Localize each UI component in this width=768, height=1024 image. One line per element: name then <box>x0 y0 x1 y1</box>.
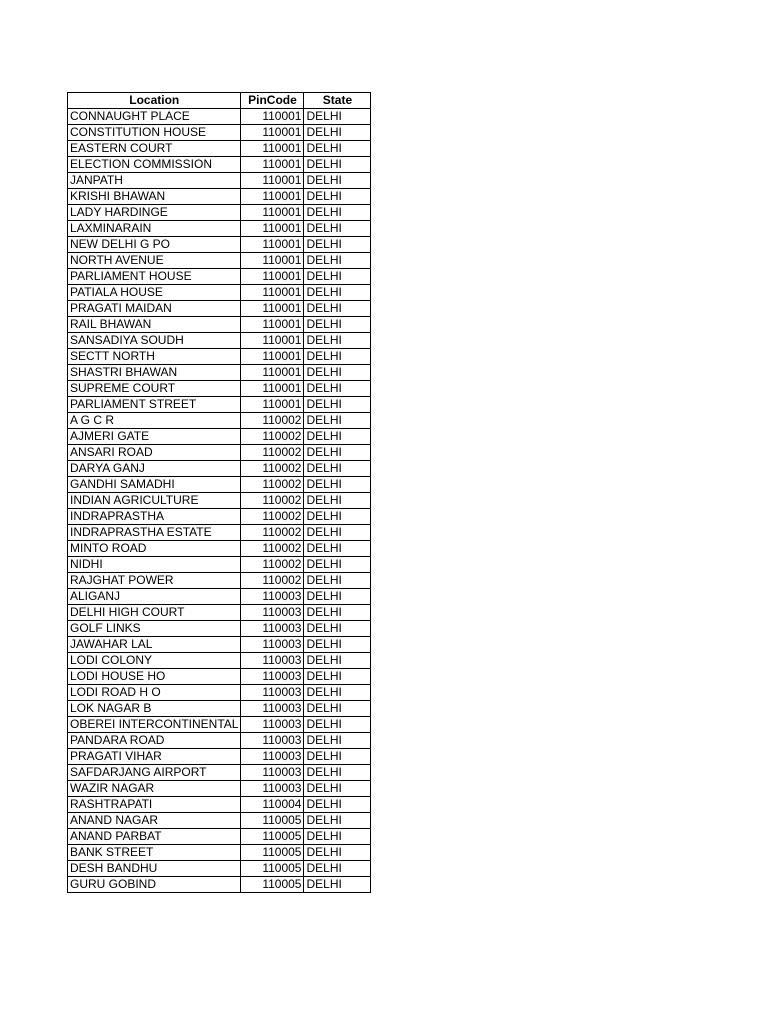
table-row <box>68 445 371 461</box>
table-row <box>68 429 371 445</box>
state-cell: DELHI <box>304 109 371 125</box>
table-row <box>68 349 371 365</box>
location-cell: LODI COLONY <box>68 653 241 669</box>
state-cell: DELHI <box>304 685 371 701</box>
pincode-cell: 110001 <box>241 157 304 173</box>
pincode-cell: 110003 <box>241 685 304 701</box>
table-row <box>68 173 371 189</box>
location-cell: GURU GOBIND <box>68 877 241 893</box>
state-cell: DELHI <box>304 877 371 893</box>
table-row <box>68 877 371 893</box>
table-row <box>68 717 371 733</box>
table-row <box>68 317 371 333</box>
pincode-cell: 110001 <box>241 141 304 157</box>
pincode-cell: 110002 <box>241 429 304 445</box>
pincode-cell: 110001 <box>241 221 304 237</box>
pincode-cell: 110001 <box>241 173 304 189</box>
location-cell: DELHI HIGH COURT <box>68 605 241 621</box>
location-cell: INDIAN AGRICULTURE <box>68 493 241 509</box>
table-row <box>68 493 371 509</box>
location-cell: OBEREI INTERCONTINENTAL <box>68 717 241 733</box>
state-cell: DELHI <box>304 477 371 493</box>
pincode-cell: 110005 <box>241 813 304 829</box>
table-row <box>68 733 371 749</box>
pincode-cell: 110005 <box>241 829 304 845</box>
state-cell: DELHI <box>304 285 371 301</box>
state-cell: DELHI <box>304 829 371 845</box>
location-cell: RAIL BHAWAN <box>68 317 241 333</box>
state-cell: DELHI <box>304 557 371 573</box>
location-cell: LODI ROAD H O <box>68 685 241 701</box>
table-row <box>68 813 371 829</box>
table-row <box>68 861 371 877</box>
table-row <box>68 749 371 765</box>
state-cell: DELHI <box>304 797 371 813</box>
pincode-cell: 110003 <box>241 765 304 781</box>
location-cell: RASHTRAPATI <box>68 797 241 813</box>
pincode-cell: 110003 <box>241 781 304 797</box>
pincode-cell: 110002 <box>241 413 304 429</box>
location-cell: PRAGATI MAIDAN <box>68 301 241 317</box>
state-cell: DELHI <box>304 493 371 509</box>
table-row <box>68 237 371 253</box>
state-cell: DELHI <box>304 333 371 349</box>
header-row <box>68 93 371 109</box>
state-cell: DELHI <box>304 701 371 717</box>
table-row <box>68 253 371 269</box>
pincode-cell: 110002 <box>241 445 304 461</box>
table-row <box>68 637 371 653</box>
location-cell: ANAND NAGAR <box>68 813 241 829</box>
pincode-cell: 110001 <box>241 237 304 253</box>
location-cell: GANDHI SAMADHI <box>68 477 241 493</box>
location-cell: SANSADIYA SOUDH <box>68 333 241 349</box>
location-cell: MINTO ROAD <box>68 541 241 557</box>
location-cell: KRISHI BHAWAN <box>68 189 241 205</box>
table-row <box>68 573 371 589</box>
state-cell: DELHI <box>304 365 371 381</box>
location-cell: SAFDARJANG AIRPORT <box>68 765 241 781</box>
location-cell: BANK STREET <box>68 845 241 861</box>
table-row <box>68 189 371 205</box>
pincode-cell: 110002 <box>241 461 304 477</box>
location-cell: DESH BANDHU <box>68 861 241 877</box>
table-row <box>68 461 371 477</box>
pincode-cell: 110003 <box>241 717 304 733</box>
table-row <box>68 381 371 397</box>
pincode-cell: 110003 <box>241 701 304 717</box>
pincode-cell: 110001 <box>241 349 304 365</box>
location-cell: NEW DELHI G PO <box>68 237 241 253</box>
state-cell: DELHI <box>304 445 371 461</box>
location-cell: ANAND PARBAT <box>68 829 241 845</box>
location-cell: NORTH AVENUE <box>68 253 241 269</box>
pincode-cell: 110003 <box>241 589 304 605</box>
location-cell: ALIGANJ <box>68 589 241 605</box>
location-cell: SECTT NORTH <box>68 349 241 365</box>
table-row <box>68 653 371 669</box>
location-cell: DARYA GANJ <box>68 461 241 477</box>
location-cell: ANSARI ROAD <box>68 445 241 461</box>
state-cell: DELHI <box>304 205 371 221</box>
table-row <box>68 589 371 605</box>
location-cell: AJMERI GATE <box>68 429 241 445</box>
state-cell: DELHI <box>304 813 371 829</box>
table-row <box>68 221 371 237</box>
pincode-cell: 110002 <box>241 541 304 557</box>
pincode-cell: 110001 <box>241 397 304 413</box>
state-cell: DELHI <box>304 573 371 589</box>
state-cell: DELHI <box>304 669 371 685</box>
state-cell: DELHI <box>304 221 371 237</box>
pincode-cell: 110002 <box>241 509 304 525</box>
location-cell: WAZIR NAGAR <box>68 781 241 797</box>
state-cell: DELHI <box>304 717 371 733</box>
table-row <box>68 141 371 157</box>
state-cell: DELHI <box>304 429 371 445</box>
pincode-cell: 110003 <box>241 605 304 621</box>
state-cell: DELHI <box>304 461 371 477</box>
location-cell: SUPREME COURT <box>68 381 241 397</box>
location-cell: A G C R <box>68 413 241 429</box>
table-row <box>68 845 371 861</box>
header-pincode: PinCode <box>241 93 304 109</box>
table-row <box>68 125 371 141</box>
table-row <box>68 109 371 125</box>
table-row <box>68 781 371 797</box>
state-cell: DELHI <box>304 301 371 317</box>
state-cell: DELHI <box>304 173 371 189</box>
pincode-cell: 110001 <box>241 285 304 301</box>
pincode-cell: 110002 <box>241 573 304 589</box>
header-state: State <box>304 93 371 109</box>
table-row <box>68 765 371 781</box>
table-row <box>68 509 371 525</box>
state-cell: DELHI <box>304 397 371 413</box>
location-cell: LOK NAGAR B <box>68 701 241 717</box>
state-cell: DELHI <box>304 189 371 205</box>
pincode-cell: 110001 <box>241 317 304 333</box>
state-cell: DELHI <box>304 637 371 653</box>
location-cell: CONSTITUTION HOUSE <box>68 125 241 141</box>
location-cell: RAJGHAT POWER <box>68 573 241 589</box>
pincode-cell: 110003 <box>241 637 304 653</box>
location-cell: LAXMINARAIN <box>68 221 241 237</box>
table-row <box>68 557 371 573</box>
state-cell: DELHI <box>304 845 371 861</box>
state-cell: DELHI <box>304 349 371 365</box>
pincode-cell: 110001 <box>241 301 304 317</box>
pincode-cell: 110001 <box>241 253 304 269</box>
state-cell: DELHI <box>304 269 371 285</box>
location-cell: ELECTION COMMISSION <box>68 157 241 173</box>
pincode-cell: 110001 <box>241 109 304 125</box>
table-row <box>68 621 371 637</box>
pincode-cell: 110001 <box>241 381 304 397</box>
table-row <box>68 797 371 813</box>
table-row <box>68 397 371 413</box>
state-cell: DELHI <box>304 509 371 525</box>
pincode-table <box>67 92 371 893</box>
pincode-cell: 110001 <box>241 333 304 349</box>
table-row <box>68 477 371 493</box>
location-cell: PRAGATI VIHAR <box>68 749 241 765</box>
pincode-cell: 110003 <box>241 749 304 765</box>
table-row <box>68 685 371 701</box>
state-cell: DELHI <box>304 381 371 397</box>
location-cell: PATIALA HOUSE <box>68 285 241 301</box>
state-cell: DELHI <box>304 861 371 877</box>
table-row <box>68 205 371 221</box>
location-cell: INDRAPRASTHA <box>68 509 241 525</box>
state-cell: DELHI <box>304 525 371 541</box>
location-cell: JANPATH <box>68 173 241 189</box>
state-cell: DELHI <box>304 157 371 173</box>
state-cell: DELHI <box>304 253 371 269</box>
state-cell: DELHI <box>304 621 371 637</box>
pincode-cell: 110002 <box>241 557 304 573</box>
table-row <box>68 157 371 173</box>
pincode-cell: 110003 <box>241 621 304 637</box>
pincode-cell: 110001 <box>241 365 304 381</box>
location-cell: EASTERN COURT <box>68 141 241 157</box>
pincode-cell: 110001 <box>241 189 304 205</box>
location-cell: JAWAHAR LAL <box>68 637 241 653</box>
location-cell: LADY HARDINGE <box>68 205 241 221</box>
state-cell: DELHI <box>304 125 371 141</box>
location-cell: GOLF LINKS <box>68 621 241 637</box>
pincode-cell: 110002 <box>241 477 304 493</box>
header-location: Location <box>68 93 241 109</box>
location-cell: PARLIAMENT HOUSE <box>68 269 241 285</box>
location-cell: LODI HOUSE HO <box>68 669 241 685</box>
table-row <box>68 269 371 285</box>
location-cell: PANDARA ROAD <box>68 733 241 749</box>
pincode-cell: 110002 <box>241 493 304 509</box>
state-cell: DELHI <box>304 605 371 621</box>
state-cell: DELHI <box>304 653 371 669</box>
pincode-cell: 110002 <box>241 525 304 541</box>
pincode-cell: 110001 <box>241 205 304 221</box>
table-row <box>68 301 371 317</box>
state-cell: DELHI <box>304 237 371 253</box>
pincode-cell: 110001 <box>241 125 304 141</box>
pincode-cell: 110005 <box>241 861 304 877</box>
state-cell: DELHI <box>304 317 371 333</box>
location-cell: PARLIAMENT STREET <box>68 397 241 413</box>
table-row <box>68 333 371 349</box>
state-cell: DELHI <box>304 141 371 157</box>
table-row <box>68 605 371 621</box>
pincode-cell: 110004 <box>241 797 304 813</box>
pincode-cell: 110005 <box>241 877 304 893</box>
state-cell: DELHI <box>304 413 371 429</box>
state-cell: DELHI <box>304 781 371 797</box>
table-row <box>68 701 371 717</box>
state-cell: DELHI <box>304 749 371 765</box>
state-cell: DELHI <box>304 589 371 605</box>
table-row <box>68 413 371 429</box>
location-cell: CONNAUGHT PLACE <box>68 109 241 125</box>
location-cell: NIDHI <box>68 557 241 573</box>
location-cell: SHASTRI BHAWAN <box>68 365 241 381</box>
pincode-cell: 110003 <box>241 653 304 669</box>
table-row <box>68 829 371 845</box>
state-cell: DELHI <box>304 541 371 557</box>
pincode-cell: 110003 <box>241 669 304 685</box>
table-row <box>68 541 371 557</box>
state-cell: DELHI <box>304 733 371 749</box>
pincode-cell: 110001 <box>241 269 304 285</box>
table-row <box>68 669 371 685</box>
pincode-cell: 110003 <box>241 733 304 749</box>
state-cell: DELHI <box>304 765 371 781</box>
table-row <box>68 525 371 541</box>
location-cell: INDRAPRASTHA ESTATE <box>68 525 241 541</box>
table-row <box>68 285 371 301</box>
pincode-cell: 110005 <box>241 845 304 861</box>
table-row <box>68 365 371 381</box>
